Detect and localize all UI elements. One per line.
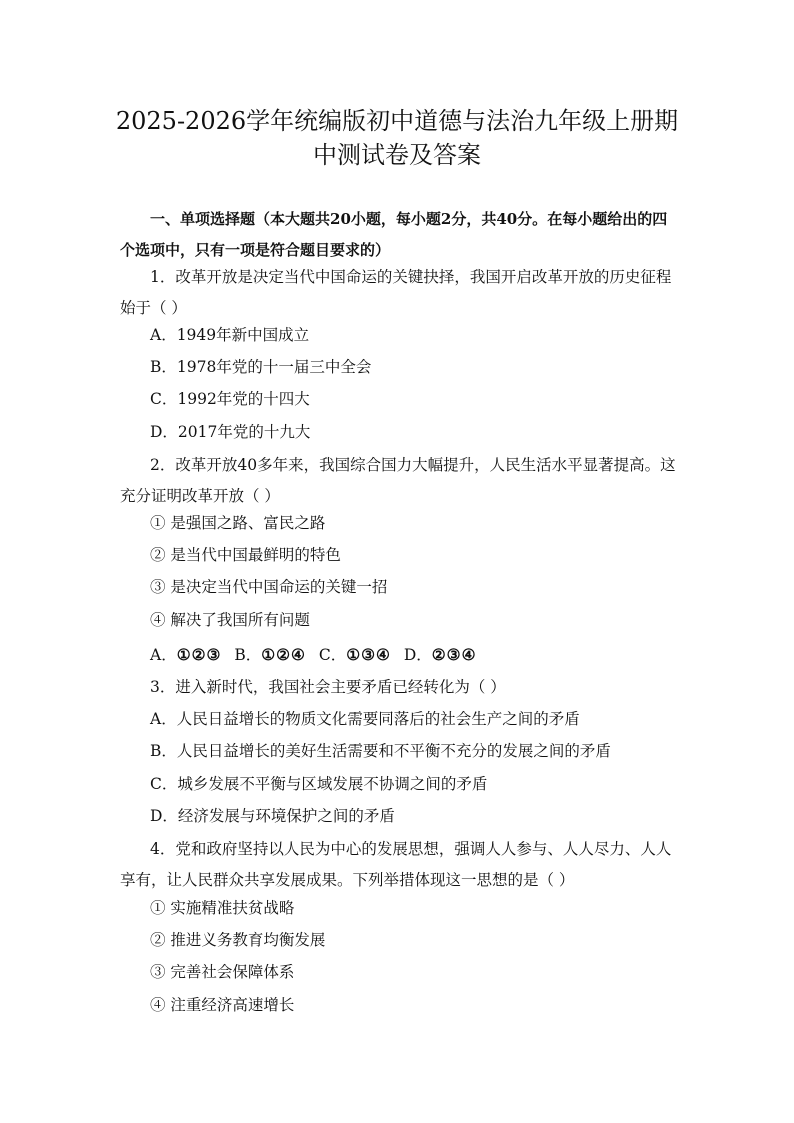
title-line-2: 中测试卷及答案 bbox=[313, 141, 481, 169]
question-3-option-d: D．经济发展与环境保护之间的矛盾 bbox=[150, 807, 395, 825]
question-2-statement-4: ④ 解决了我国所有问题 bbox=[150, 611, 310, 629]
question-3-stem: 3．进入新时代，我国社会主要矛盾已经转化为（ ） bbox=[150, 678, 506, 696]
question-2-statement-3: ③ 是决定当代中国命运的关键一招 bbox=[150, 578, 388, 596]
question-2-statement-2: ② 是当代中国最鲜明的特色 bbox=[150, 546, 341, 564]
question-2-stem: 2．改革开放40多年来，我国综合国力大幅提升，人民生活水平显著提高。这充分证明改革开放（ ） bbox=[120, 456, 676, 505]
question-2-choice-b: B．①②④ bbox=[234, 645, 306, 664]
question-1-option-b: B．1978年党的十一届三中全会 bbox=[150, 358, 372, 376]
question-4-statement-2: ② 推进义务教育均衡发展 bbox=[150, 931, 326, 949]
question-2-choice-a: A．①②③ bbox=[150, 645, 222, 664]
section-heading: 一、单项选择题（本大题共20小题，每小题2分，共40分。在每小题给出的四个选项中，只有一项是符合题目要求的） bbox=[120, 210, 668, 259]
question-4-stem: 4．党和政府坚持以人民为中心的发展思想，强调人人参与、人人尽力、人人享有，让人民群众共享发展成果。下列举措体现这一思想的是（ ） bbox=[120, 840, 672, 889]
question-1-option-c: C．1992年党的十四大 bbox=[150, 390, 310, 408]
question-3-option-c: C．城乡发展不平衡与区域发展不协调之间的矛盾 bbox=[150, 775, 488, 793]
question-1-option-d: D．2017年党的十九大 bbox=[150, 423, 311, 441]
question-3-option-b: B．人民日益增长的美好生活需要和不平衡不充分的发展之间的矛盾 bbox=[150, 742, 611, 760]
question-4-statement-3: ③ 完善社会保障体系 bbox=[150, 963, 295, 981]
question-3-option-a: A．人民日益增长的物质文化需要同落后的社会生产之间的矛盾 bbox=[150, 710, 580, 728]
question-4-statement-4: ④ 注重经济高速增长 bbox=[150, 996, 295, 1014]
question-2-choices bbox=[150, 644, 690, 666]
question-2-choice-d: D．②③④ bbox=[403, 645, 477, 664]
question-4-statement-1: ① 实施精准扶贫战略 bbox=[150, 899, 295, 917]
question-1-stem: 1．改革开放是决定当代中国命运的关键抉择，我国开启改革开放的历史征程始于（ ） bbox=[120, 268, 672, 317]
question-2-statement-1: ① 是强国之路、富民之路 bbox=[150, 514, 326, 532]
document-title bbox=[90, 104, 704, 172]
question-1-option-a: A．1949年新中国成立 bbox=[150, 326, 310, 344]
title-line-1: 2025-2026学年统编版初中道德与法治九年级上册期 bbox=[115, 107, 679, 135]
question-2-choice-c: C．①③④ bbox=[318, 645, 391, 664]
